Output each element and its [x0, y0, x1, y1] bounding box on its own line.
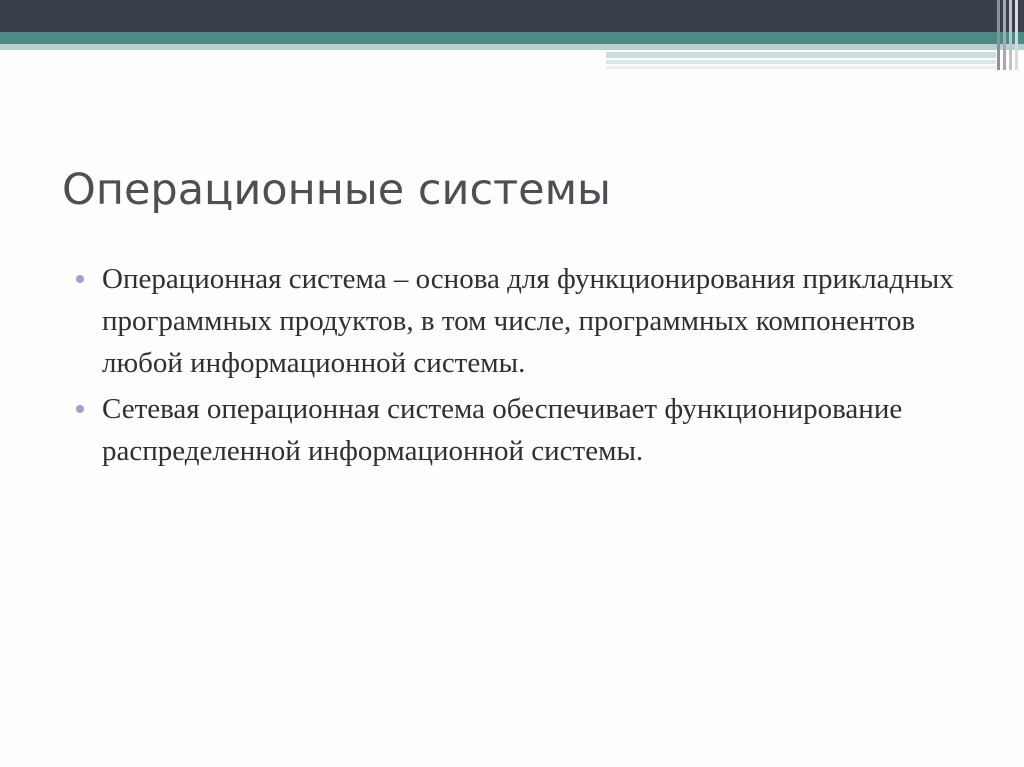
bullet-list — [76, 258, 956, 476]
bullet-item — [76, 258, 956, 384]
bullet-text: Операционная система – основа для функционирования прикладных программных продуктов, в том числе, программных компонентов любой информационной системы. — [102, 263, 954, 379]
header-band-dark — [0, 0, 1024, 32]
header-accent-line — [606, 60, 996, 64]
header-accent-line — [606, 52, 996, 58]
header-accent-line — [606, 66, 996, 69]
bullet-dot-icon — [76, 405, 84, 413]
bullet-dot-icon — [76, 275, 84, 283]
corner-accent-line — [1003, 0, 1006, 70]
header-band-teal — [0, 32, 1024, 44]
corner-accent-line — [1009, 0, 1012, 70]
corner-accent-line — [997, 0, 1000, 70]
slide-title: Операционные системы — [62, 165, 612, 215]
bullet-item — [76, 388, 956, 472]
header-band-light — [0, 44, 1024, 50]
corner-accent-line — [1015, 0, 1018, 70]
bullet-text: Сетевая операционная система обеспечивает функционирование распределенной информационной системы. — [102, 393, 903, 467]
